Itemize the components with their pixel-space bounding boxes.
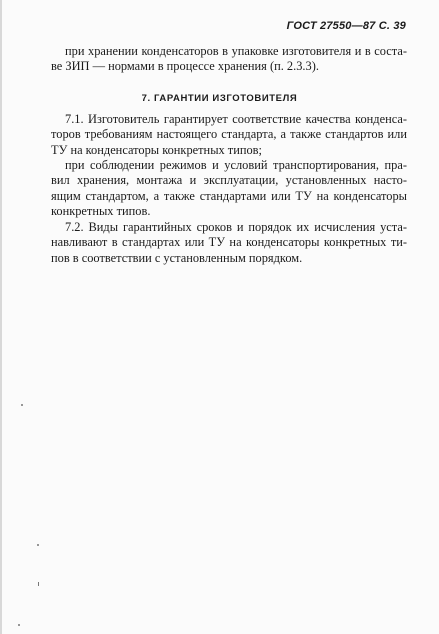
text-line: ТУ на конденсаторы конкретных типов; xyxy=(51,142,262,157)
text-line: 7.2. Виды гарантийных сроков и порядок их исчисления уста- xyxy=(65,220,407,234)
scan-speck xyxy=(21,404,23,406)
text-line: вил хранения, монтажа и эксплуатации, установленных насто- xyxy=(51,173,407,188)
text-line: пов в соответствии с установленным порядком. xyxy=(51,250,303,265)
text-line: навливают в стандартах или ТУ на конденсаторы конкретных ти- xyxy=(51,235,407,250)
text-line: при соблюдении режимов и условий транспортирования, пра- xyxy=(65,158,407,172)
text-line: ве ЗИП — нормами в процессе хранения (п. 2.3.3). xyxy=(51,59,319,74)
text-line: при хранении конденсаторов в упаковке изготовителя и в соста- xyxy=(65,44,407,58)
section-title: 7. ГАРАНТИИ ИЗГОТОВИТЕЛЯ xyxy=(141,93,298,104)
paragraph-7-1 xyxy=(51,112,407,158)
text-line: конкретных типов. xyxy=(51,204,151,219)
paragraph-conditions xyxy=(51,158,407,220)
scan-speck xyxy=(18,624,20,626)
paragraph-7-2 xyxy=(51,220,407,266)
page-header: ГОСТ 27550—87 С. 39 xyxy=(286,20,406,32)
text-line: ящим стандартом, а также стандартами или ТУ на конденсаторы xyxy=(51,188,407,203)
text-line: 7.1. Изготовитель гарантирует соответствие качества конденса- xyxy=(65,112,407,126)
scan-speck xyxy=(37,544,39,546)
scan-speck xyxy=(38,582,39,586)
intro-paragraph xyxy=(51,44,407,75)
text-line: торов требованиям настоящего стандарта, а также стандартов или xyxy=(51,127,407,142)
